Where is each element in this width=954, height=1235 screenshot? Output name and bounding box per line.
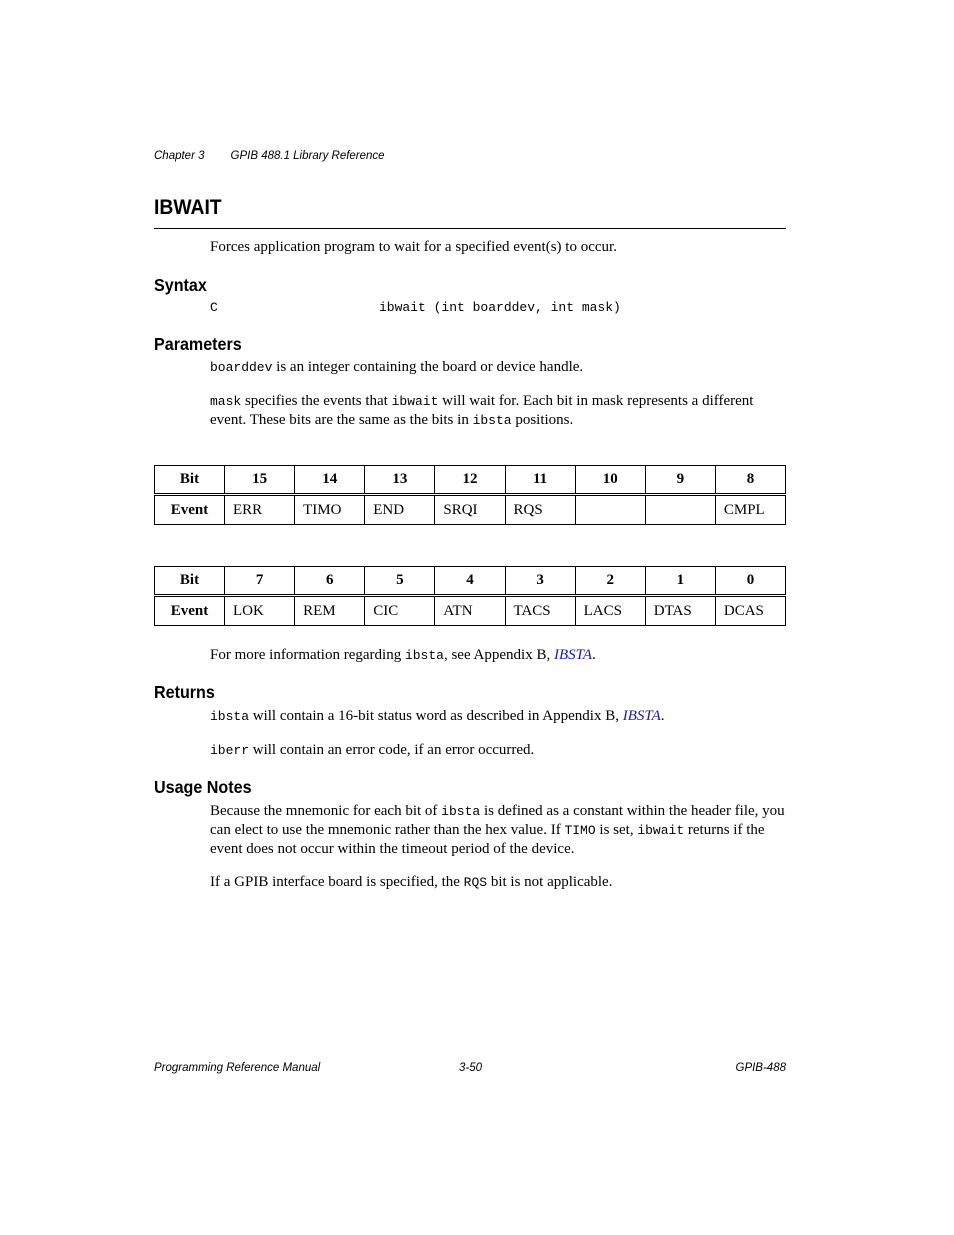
usage-text-6: bit is not applicable. bbox=[487, 874, 613, 890]
bit-cell: 15 bbox=[225, 466, 295, 495]
usage-paragraph-1 bbox=[210, 802, 786, 859]
bit-cell: 8 bbox=[715, 466, 785, 495]
event-cell: CMPL bbox=[715, 495, 785, 525]
table-row bbox=[155, 495, 786, 525]
event-cell bbox=[575, 495, 645, 525]
returns-iberr bbox=[210, 741, 786, 760]
event-cell: RQS bbox=[505, 495, 575, 525]
code-boarddev: boarddev bbox=[210, 360, 273, 375]
code-rqs: RQS bbox=[463, 875, 488, 890]
usage-paragraph-2 bbox=[210, 873, 786, 892]
table-row bbox=[155, 596, 786, 626]
bit-cell: 4 bbox=[435, 567, 505, 596]
code-ibwait: ibwait bbox=[637, 823, 685, 838]
ibsta-link[interactable]: IBSTA bbox=[622, 708, 661, 724]
bit-cell: 2 bbox=[575, 567, 645, 596]
code-ibsta: ibsta bbox=[404, 648, 444, 663]
bit-cell: 6 bbox=[295, 567, 365, 596]
param-boarddev-text: is an integer containing the board or device handle. bbox=[272, 359, 584, 375]
usage-text-1: Because the mnemonic for each bit of bbox=[210, 803, 442, 819]
bit-cell: 5 bbox=[365, 567, 435, 596]
more-info-text-2: , see Appendix B, bbox=[443, 647, 554, 663]
usage-notes-heading: Usage Notes bbox=[154, 777, 252, 797]
bits-table-low bbox=[154, 566, 786, 626]
param-mask-text-2: will wait for. Each bit in mask represents a different event. These bits are the same as the bits in bbox=[210, 393, 754, 428]
returns-heading: Returns bbox=[154, 682, 215, 702]
bit-cell: 0 bbox=[715, 567, 785, 596]
bit-cell: 1 bbox=[645, 567, 715, 596]
more-info-text-3: . bbox=[592, 647, 596, 663]
event-cell: LACS bbox=[575, 596, 645, 626]
event-cell: CIC bbox=[365, 596, 435, 626]
table-row bbox=[155, 567, 786, 596]
event-cell: DTAS bbox=[645, 596, 715, 626]
ibsta-link[interactable]: IBSTA bbox=[553, 647, 593, 663]
syntax-code: ibwait (int boarddev, int mask) bbox=[379, 300, 621, 315]
param-mask-text-1: specifies the events that bbox=[241, 393, 392, 409]
syntax-lang: C bbox=[210, 300, 218, 315]
syntax-heading: Syntax bbox=[154, 275, 207, 295]
bit-cell: 11 bbox=[505, 466, 575, 495]
param-boarddev bbox=[210, 358, 786, 377]
bit-cell: 12 bbox=[435, 466, 505, 495]
returns-ibsta-end: . bbox=[660, 708, 665, 724]
running-header bbox=[154, 150, 385, 162]
returns-ibsta-text: will contain a 16-bit status word as described in Appendix B, bbox=[249, 708, 623, 724]
usage-text-2: is defined as a constant within the header file, you can elect to use the mnemonic rather than the hex value. If bbox=[210, 803, 785, 838]
event-cell: ERR bbox=[225, 495, 295, 525]
page-title: IBWAIT bbox=[154, 196, 222, 219]
bit-cell: 14 bbox=[295, 466, 365, 495]
param-mask bbox=[210, 392, 786, 430]
table-row bbox=[155, 466, 786, 495]
event-cell: LOK bbox=[225, 596, 295, 626]
usage-text-4: returns if the event does not occur within the timeout period of the device. bbox=[210, 822, 765, 857]
event-cell: END bbox=[365, 495, 435, 525]
intro-text: Forces application program to wait for a specified event(s) to occur. bbox=[210, 239, 617, 255]
footer-right: GPIB-488 bbox=[735, 1062, 786, 1074]
code-ibsta: ibsta bbox=[472, 413, 512, 428]
usage-text-3: is set, bbox=[595, 822, 638, 838]
code-mask: mask bbox=[210, 394, 242, 409]
more-info-text bbox=[210, 646, 786, 665]
bit-cell: 13 bbox=[365, 466, 435, 495]
code-iberr: iberr bbox=[210, 743, 250, 758]
section-label: GPIB 488.1 Library Reference bbox=[230, 150, 385, 162]
event-label-cell: Event bbox=[155, 495, 225, 525]
chapter-label: Chapter 3 bbox=[154, 150, 205, 162]
param-mask-text-3: positions. bbox=[511, 412, 574, 428]
parameters-heading: Parameters bbox=[154, 334, 242, 354]
code-ibsta: ibsta bbox=[441, 804, 481, 819]
returns-ibsta bbox=[210, 707, 786, 726]
page-number: 3-50 bbox=[459, 1062, 483, 1074]
more-info-text-1: For more information regarding bbox=[210, 647, 405, 663]
event-cell: TIMO bbox=[295, 495, 365, 525]
bit-label-cell: Bit bbox=[155, 466, 225, 495]
event-cell: REM bbox=[295, 596, 365, 626]
footer-left: Programming Reference Manual bbox=[154, 1062, 321, 1074]
event-label-cell: Event bbox=[155, 596, 225, 626]
bit-cell: 9 bbox=[645, 466, 715, 495]
event-cell: DCAS bbox=[715, 596, 785, 626]
event-cell: SRQI bbox=[435, 495, 505, 525]
title-rule bbox=[154, 228, 786, 229]
code-ibwait: ibwait bbox=[391, 394, 439, 409]
event-cell: TACS bbox=[505, 596, 575, 626]
bit-cell: 3 bbox=[505, 567, 575, 596]
bit-cell: 10 bbox=[575, 466, 645, 495]
code-timo: TIMO bbox=[564, 823, 596, 838]
code-ibsta: ibsta bbox=[210, 709, 250, 724]
bit-cell: 7 bbox=[225, 567, 295, 596]
bits-table-high bbox=[154, 465, 786, 525]
returns-iberr-text: will contain an error code, if an error occurred. bbox=[249, 742, 535, 758]
usage-text-5: If a GPIB interface board is specified, the bbox=[210, 874, 464, 890]
event-cell bbox=[645, 495, 715, 525]
event-cell: ATN bbox=[435, 596, 505, 626]
bit-label-cell: Bit bbox=[155, 567, 225, 596]
